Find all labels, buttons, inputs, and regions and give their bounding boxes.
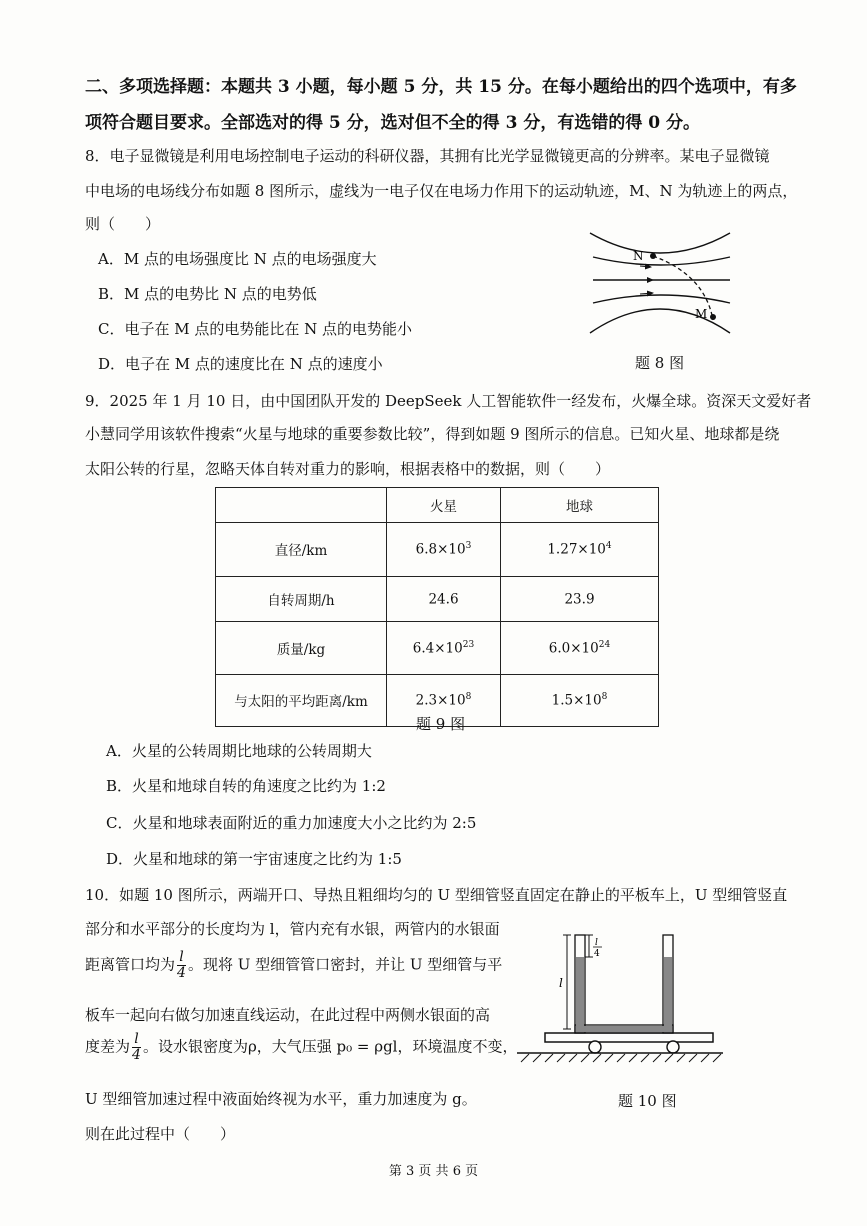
q8-figure-caption: 题 8 图 <box>635 354 685 372</box>
q9-stem-line1: 9．2025 年 1 月 10 日，由中国团队开发的 DeepSeek 人工智能软件一经发布，火爆全球。资深天文爱好者 <box>85 392 812 410</box>
q9-option-a: A．火星的公转周期比地球的公转周期大 <box>106 742 372 760</box>
fraction-l-over-4: $\frac{l}{4}$ <box>132 1031 141 1063</box>
q9-stem-line2: 小慧同学用该软件搜索“火星与地球的重要参数比较”，得到如题 9 图所示的信息。已知火星、地球都是绕 <box>85 425 780 443</box>
mercury-left <box>576 957 584 1032</box>
q10-stem-line7: 则在此过程中（ ） <box>85 1125 236 1143</box>
point-m <box>710 314 716 320</box>
q10-stem-line5: 度差为 $\frac{l}{4}$ 。设水银密度为ρ，大气压强 p₀ = ρgl，环境温度不变， <box>85 1031 518 1063</box>
table-row <box>216 622 659 674</box>
q8-stem-line3: 则（ ） <box>85 215 161 233</box>
q9-option-b: B．火星和地球自转的角速度之比约为 1:2 <box>106 777 386 795</box>
section-header-line1: 二、多项选择题：本题共 3 小题，每小题 5 分，共 15 分。在每小题给出的四个选项中，有多 <box>85 77 797 97</box>
q10-stem-line3: 距离管口均为 $\frac{l}{4}$ 。现将 U 型细管管口密封，并让 U 型细管与平 <box>85 949 503 981</box>
table-row <box>216 577 659 622</box>
mars-value: $6.4\times 10^{23}$ <box>387 622 501 674</box>
table-header-earth: 地球 <box>501 488 659 523</box>
q10-stem-line4: 板车一起向右做匀加速直线运动，在此过程中两侧水银面的高 <box>85 1006 491 1024</box>
svg-text:4: 4 <box>594 949 600 959</box>
fraction-l-over-4: $\frac{l}{4}$ <box>177 949 186 981</box>
q8-option-c: C．电子在 M 点的电势能比在 N 点的电势能小 <box>98 320 413 338</box>
q8-option-d: D．电子在 M 点的速度比在 N 点的速度小 <box>98 355 383 373</box>
page-footer: 第 3 页 共 6 页 <box>388 1164 479 1179</box>
svg-text:l: l <box>595 938 598 948</box>
q9-table-caption: 题 9 图 <box>416 715 466 733</box>
field-line-1 <box>590 233 730 253</box>
table-row <box>216 522 659 577</box>
mercury-bottom <box>576 1026 672 1032</box>
q8-stem-line2: 中电场的电场线分布如题 8 图所示，虚线为一电子仅在电场力作用下的运动轨迹，M、N 为轨迹上的两点， <box>85 182 798 200</box>
q9-stem-line3: 太阳公转的行星，忽略天体自转对重力的影响，根据表格中的数据，则（ ） <box>85 460 611 478</box>
mars-value: 24.6 <box>387 577 501 622</box>
q10-stem-line2: 部分和水平部分的长度均为 l，管内充有水银，两管内的水银面 <box>85 920 500 938</box>
q9-parameter-table <box>215 487 659 727</box>
mars-value: $2.3\times 10^8$ <box>387 674 501 726</box>
q9-option-d: D．火星和地球的第一宇宙速度之比约为 1:5 <box>106 850 402 868</box>
label-n: N <box>633 249 644 263</box>
q10-u-tube-cart-figure <box>515 925 725 1075</box>
section-header-line2: 项符合题目要求。全部选对的得 5 分，选对但不全的得 3 分，有选错的得 0 分。 <box>85 113 700 133</box>
cart-platform <box>545 1033 713 1042</box>
ground-hatch <box>521 1054 721 1062</box>
mercury-right <box>664 957 672 1032</box>
field-line-4 <box>593 295 730 303</box>
q8-stem-line1: 8．电子显微镜是利用电场控制电子运动的科研仪器，其拥有比光学显微镜更高的分辨率。某电子显微镜 <box>85 147 770 165</box>
earth-value: $1.5\times 10^8$ <box>501 674 659 726</box>
mars-value: $6.8\times 10^3$ <box>387 522 501 577</box>
q8-option-b: B．M 点的电势比 N 点的电势低 <box>98 285 317 303</box>
wheel-right <box>667 1041 679 1053</box>
q8-electric-field-figure <box>585 215 740 350</box>
table-header-mars: 火星 <box>387 488 501 523</box>
row-label: 与太阳的平均距离/km <box>216 674 387 726</box>
q10-figure-caption: 题 10 图 <box>618 1092 677 1110</box>
row-label: 直径/km <box>216 522 387 577</box>
q10-stem-line1: 10．如题 10 图所示，两端开口、导热且粗细均匀的 U 型细管竖直固定在静止的平板车上，U 型细管竖直 <box>85 886 788 904</box>
q10-stem-line6: U 型细管加速过程中液面始终视为水平，重力加速度为 g。 <box>85 1090 477 1108</box>
field-line-5 <box>590 309 730 333</box>
earth-value: $6.0\times 10^{24}$ <box>501 622 659 674</box>
wheel-left <box>589 1041 601 1053</box>
label-l: l <box>559 976 563 990</box>
row-label: 自转周期/h <box>216 577 387 622</box>
q8-option-a: A．M 点的电场强度比 N 点的电场强度大 <box>98 250 377 268</box>
earth-value: $1.27\times 10^4$ <box>501 522 659 577</box>
label-m: M <box>695 307 708 321</box>
row-label: 质量/kg <box>216 622 387 674</box>
table-header-empty <box>216 488 387 523</box>
point-n <box>650 253 656 259</box>
earth-value: 23.9 <box>501 577 659 622</box>
table-header-row <box>216 488 659 523</box>
q9-option-c: C．火星和地球表面附近的重力加速度大小之比约为 2:5 <box>106 814 477 832</box>
field-line-2 <box>593 257 730 265</box>
